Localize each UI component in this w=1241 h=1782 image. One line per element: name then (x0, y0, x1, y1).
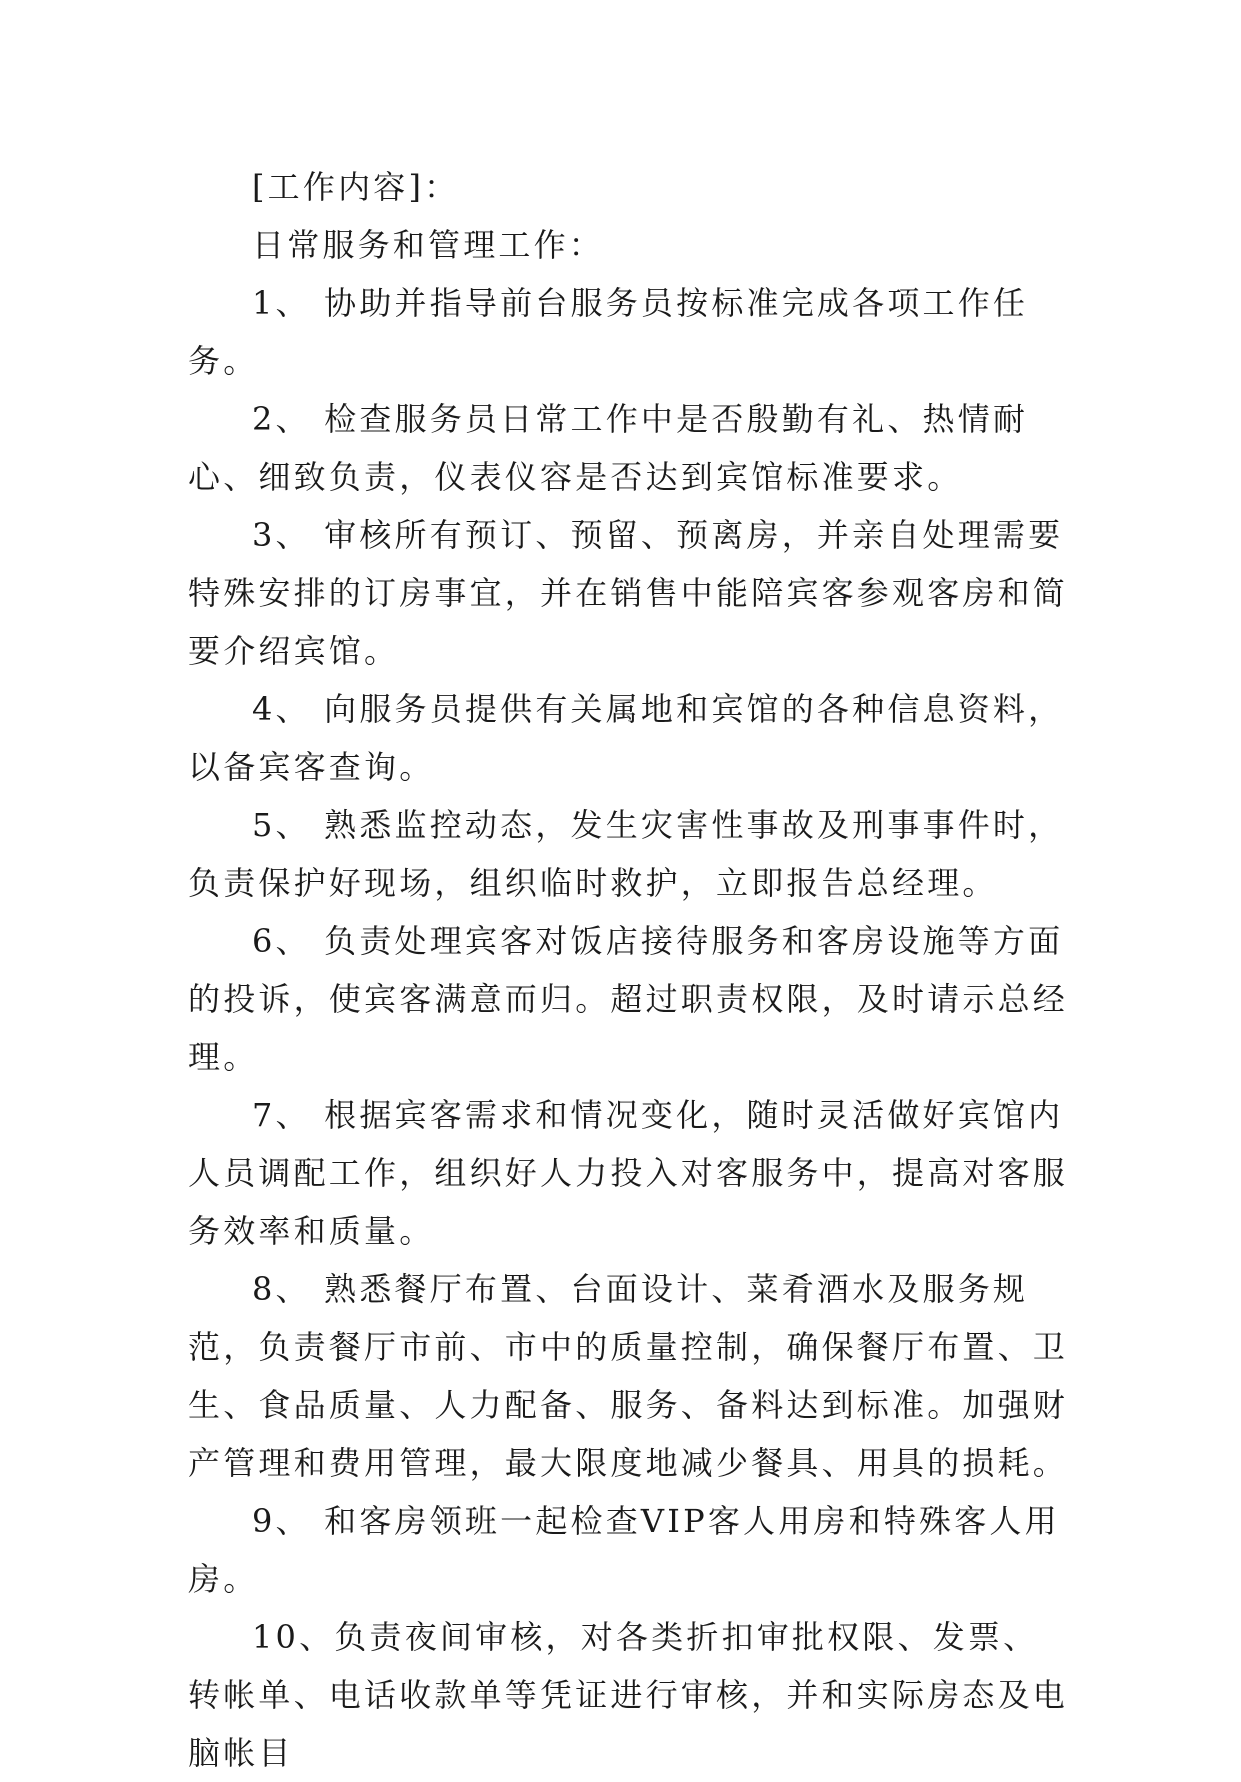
list-item-7: 7、 根据宾客需求和情况变化，随时灵活做好宾馆内人员调配工作，组织好人力投入对客服务中，提高对客服务效率和质量。 (188, 1096, 1069, 1250)
list-item-10: 10、负责夜间审核，对各类折扣审批权限、发票、转帐单、电话收款单等凭证进行审核，并和实际房态及电脑帐目 (188, 1618, 1069, 1772)
list-item-9: 9、 和客房领班一起检查VIP客人用房和特殊客人用房。 (188, 1502, 1060, 1598)
section-heading: [工作内容]： (252, 168, 460, 206)
list-item-5: 5、 熟悉监控动态，发生灾害性事故及刑事事件时，负责保护好现场，组织临时救护，立即报告总经理。 (188, 806, 1064, 902)
list-item-8: 8、 熟悉餐厅布置、台面设计、菜肴酒水及服务规范，负责餐厅市前、市中的质量控制，确保餐厅布置、卫生、食品质量、人力配备、服务、备料达到标准。加强财产管理和费用管理，最大限度地减少餐具、用具的损耗。 (188, 1270, 1069, 1482)
document-body (188, 158, 1068, 1782)
list-item-2: 2、 检查服务员日常工作中是否殷勤有礼、热情耐心、细致负责，仪表仪容是否达到宾馆标准要求。 (188, 400, 1029, 496)
list-item-6: 6、 负责处理宾客对饭店接待服务和客房设施等方面的投诉，使宾客满意而归。超过职责权限，及时请示总经理。 (188, 922, 1069, 1076)
list-item-1: 1、 协助并指导前台服务员按标准完成各项工作任务。 (188, 284, 1029, 380)
subheading: 日常服务和管理工作： (252, 226, 605, 264)
list-item-3: 3、 审核所有预订、预留、预离房，并亲自处理需要特殊安排的订房事宜，并在销售中能陪宾客参观客房和简要介绍宾馆。 (188, 516, 1069, 670)
list-item-4: 4、 向服务员提供有关属地和宾馆的各种信息资料，以备宾客查询。 (188, 690, 1064, 786)
